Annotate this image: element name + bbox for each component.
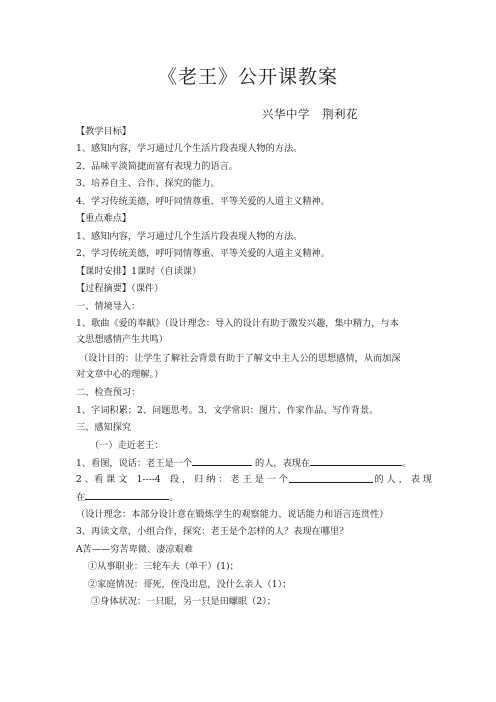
step-heading: 二、检查预习： — [76, 387, 141, 398]
objective-item: 4、学习传统美德，呼吁同情尊重、平等关爱的人道主义精神。 — [76, 196, 330, 207]
list-heading: A苦——穷苦卑微、凄凉艰难 — [76, 544, 193, 555]
paragraph-line: 对文章中心的理解。） — [76, 369, 164, 380]
answer-blank — [85, 490, 169, 500]
fill-blank-text: 的人，表现在 — [255, 458, 311, 469]
answer-blank — [310, 456, 402, 466]
fill-blank-line — [76, 490, 432, 504]
fill-blank-text: 的 人 ， 表 现 — [374, 474, 432, 485]
fill-blank-line — [76, 456, 432, 470]
fill-blank-text: 1、看图，说话：老王是一个 — [76, 458, 193, 469]
objective-item: 2、品味平淡简捷而富有表现力的语言。 — [76, 161, 239, 172]
keypoint-item: 2、学习传统美德，呼吁同情尊重、平等关爱的人道主义精神。 — [76, 248, 330, 259]
subsection-heading: （一）走近老王： — [90, 440, 164, 451]
document-title: 《老王》公开课教案 — [157, 66, 338, 88]
fill-blank-text: 2 、看 课 文 1----4 段 ， 归 纳 ： 老 王 是 一 个 — [76, 474, 288, 485]
paragraph-line: 1、字词积累；2、问题思考。3、文学常识：图片、作家作品、写作背景。 — [76, 405, 379, 416]
paragraph-line: 3、再读文章，小组合作，探究：老王是个怎样的人？表现在哪里？ — [76, 526, 349, 537]
step-heading: 一、情境导入： — [76, 301, 141, 312]
paragraph-line: （设计目的：让学生了解社会背景有助于了解文中主人公的思想感情，从而加深 — [79, 353, 401, 364]
section-heading-schedule: 【课时安排】1课时（自读课） — [76, 266, 202, 277]
objective-item: 3、培养自主、合作、探究的能力。 — [76, 178, 220, 189]
objective-item: 1、感知内容，学习通过几个生活片段表现人物的方法。 — [76, 143, 303, 154]
list-item: ①从事职业：三轮车夫（单干）(1)； — [88, 561, 239, 572]
fill-blank-text: 。 — [169, 492, 179, 503]
paragraph-line: （设计理念：本部分设计意在锻炼学生的观察能力、说话能力和语言连贯性） — [76, 509, 389, 520]
paragraph-line: 1、歌曲《爱的奉献》（设计理念：导入的设计有助于激发兴趣，集中精力，与本 — [76, 318, 399, 329]
step-heading: 三、感知探究 — [76, 422, 132, 433]
list-item: ③身体状况：一只眼，另一只是田螺眼（2）； — [91, 596, 276, 607]
answer-blank — [192, 456, 252, 466]
paragraph-line: 文思想感情产生共鸣） — [76, 334, 168, 345]
keypoint-item: 1、感知内容，学习通过几个生活片段表现人物的方法。 — [76, 231, 303, 242]
fill-blank-text: 。 — [402, 458, 412, 469]
section-heading-keypoints: 【重点难点】 — [76, 213, 132, 224]
fill-blank-text: 在 — [76, 492, 86, 503]
list-item: ②家庭情况：哥死，侄没出息，没什么亲人（1）； — [88, 579, 292, 590]
fill-blank-line — [76, 473, 432, 486]
section-heading-process: 【过程摘要】（课件） — [76, 283, 164, 294]
section-heading-objectives: 【教学目标】 — [76, 126, 132, 137]
answer-blank — [289, 473, 373, 483]
author-line: 兴华中学 荆利花 — [262, 107, 358, 121]
